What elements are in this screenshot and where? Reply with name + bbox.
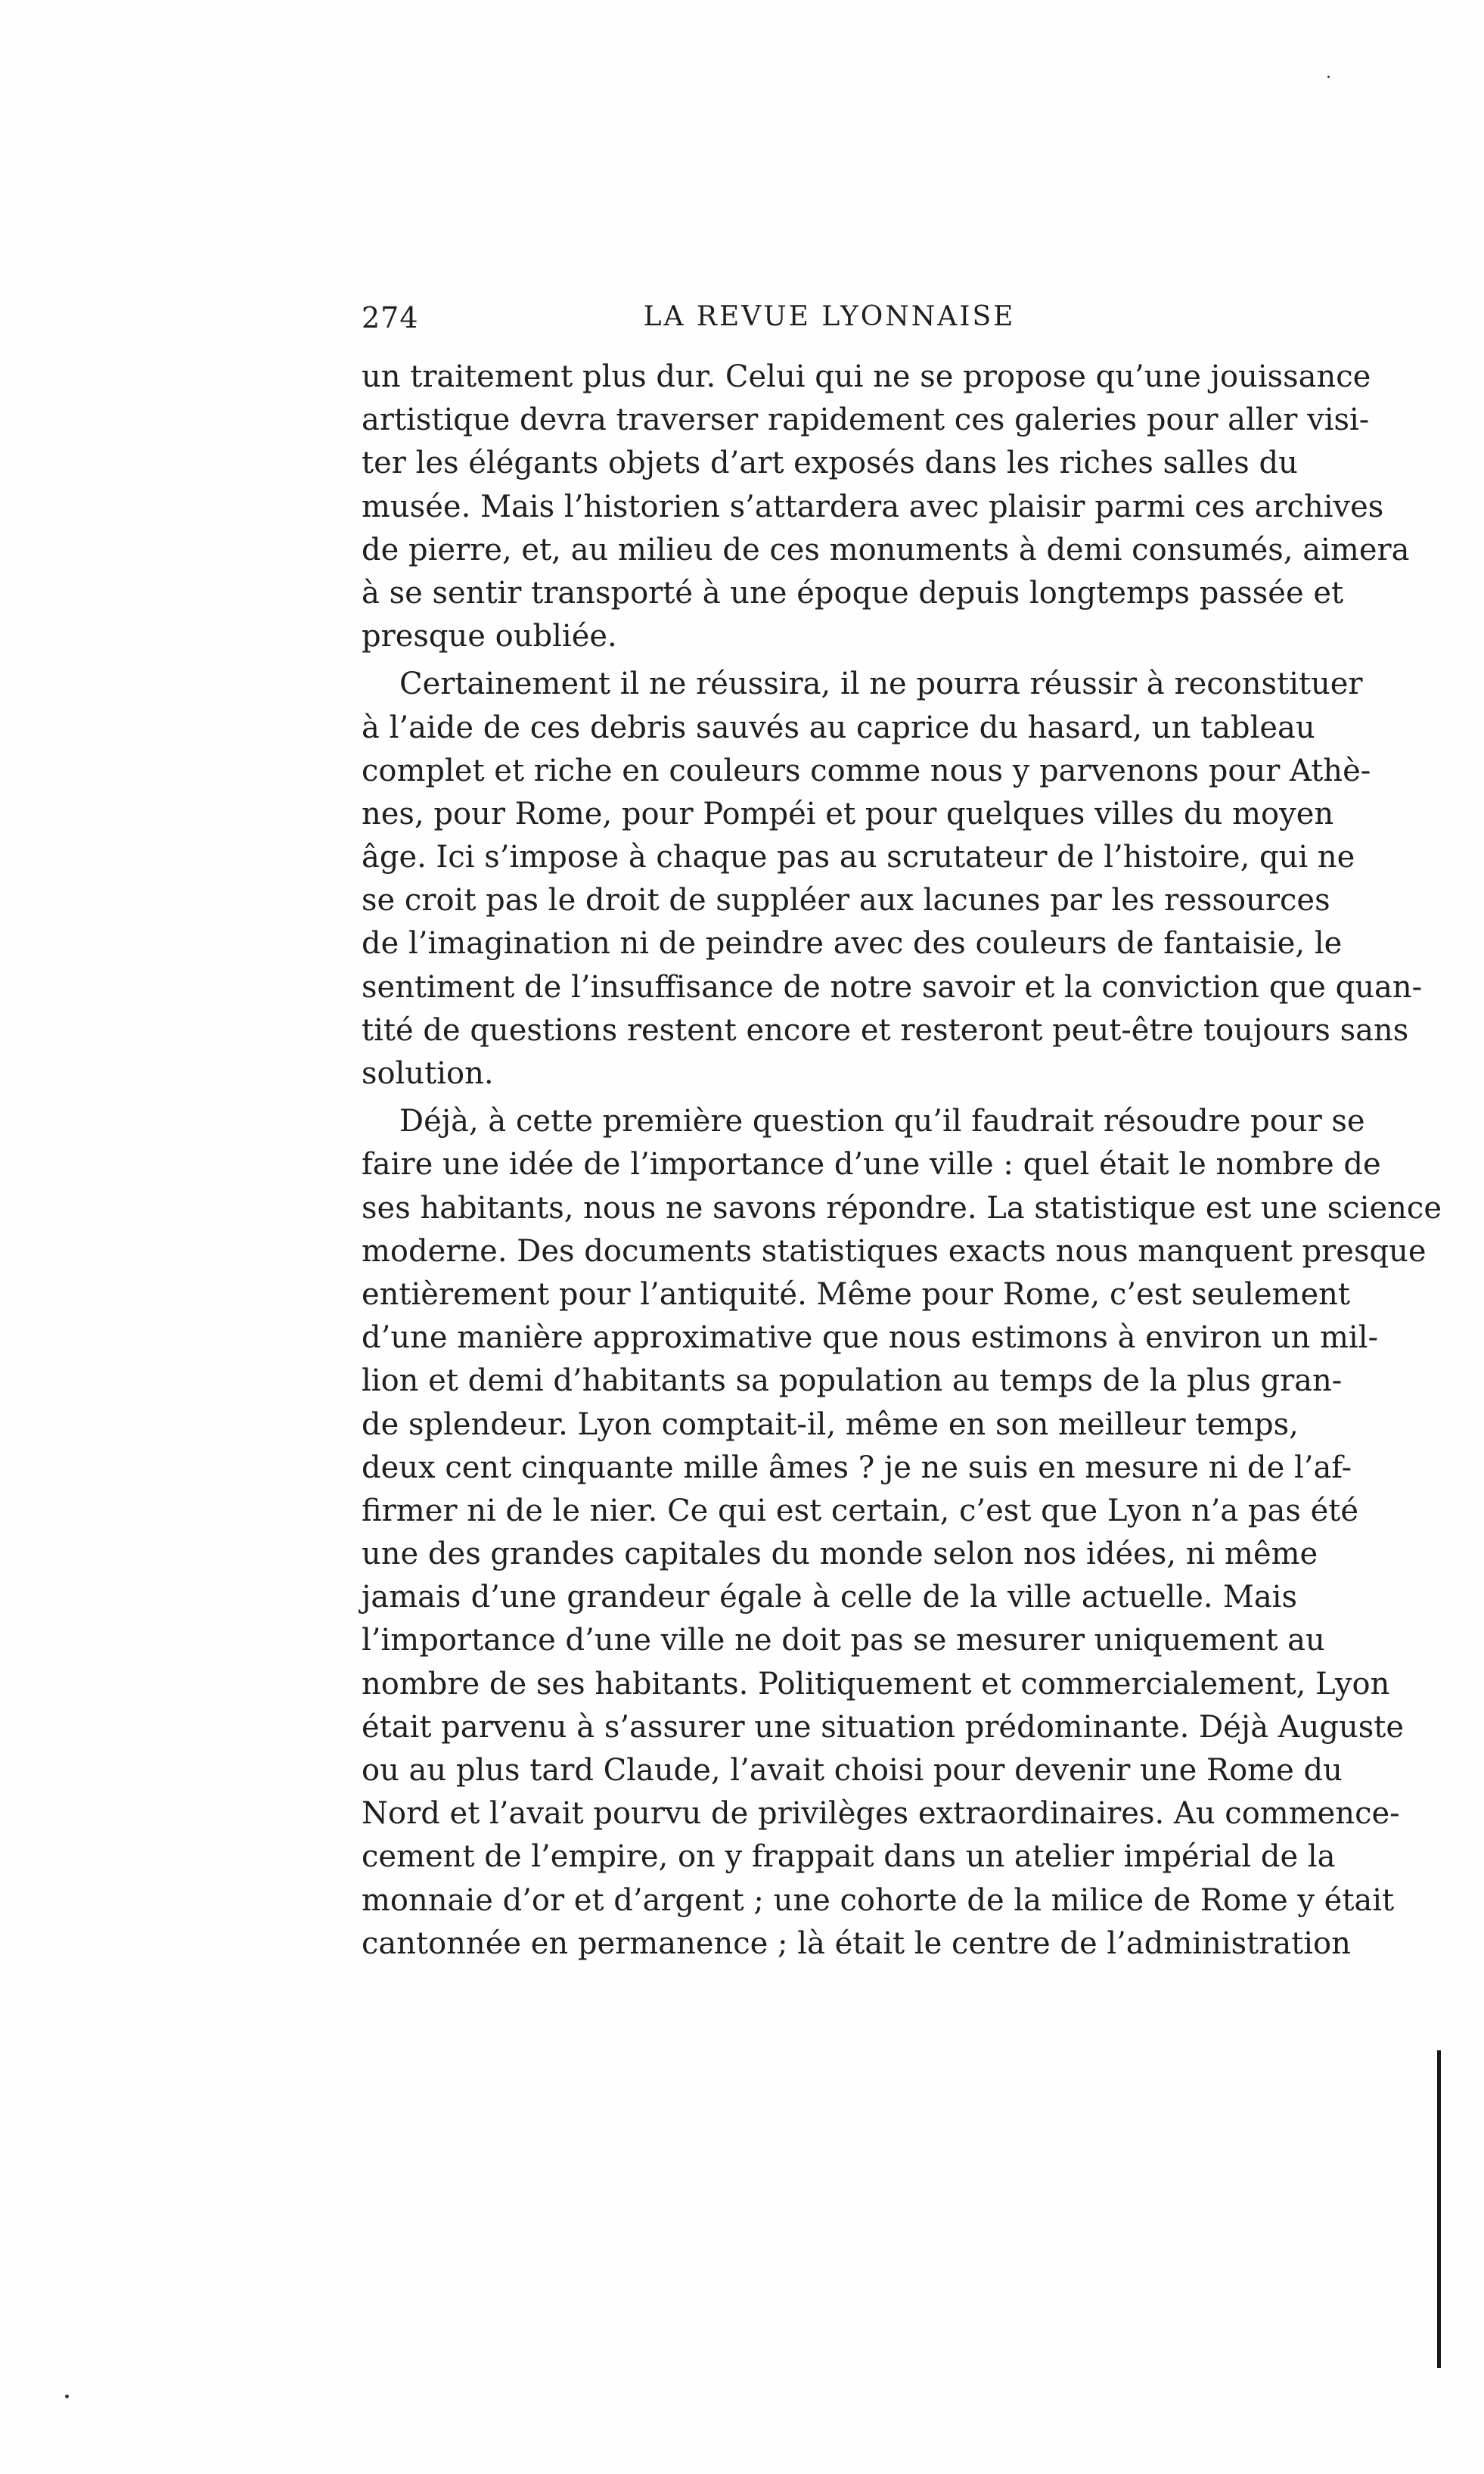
text-line: à se sentir transporté à une époque depuis longtemps passée et (362, 575, 1344, 611)
text-line: deux cent cinquante mille âmes ? je ne suis en mesure ni de l’af- (362, 1450, 1352, 1485)
text-line: jamais d’une grandeur égale à celle de la ville actuelle. Mais (362, 1580, 1297, 1615)
text-line: moderne. Des documents statistiques exacts nous manquent presque (362, 1233, 1427, 1269)
text-line: presque oubliée. (362, 619, 617, 654)
text-line: faire une idée de l’importance d’une ville : quel était le nombre de (362, 1147, 1381, 1183)
text-line: ou au plus tard Claude, l’avait choisi pour devenir une Rome du (362, 1753, 1343, 1788)
text-line: de l’imagination ni de peindre avec des couleurs de fantaisie, le (362, 926, 1343, 962)
text-line: solution. (362, 1056, 494, 1091)
text-line: un traitement plus dur. Celui qui ne se propose qu’une jouissance (362, 359, 1371, 394)
text-line: complet et riche en couleurs comme nous y parvenons pour Athè- (362, 753, 1371, 788)
running-title: LA REVUE LYONNAISE (643, 301, 1016, 332)
page-header (362, 301, 1297, 340)
text-line: une des grandes capitales du monde selon nos idées, ni même (362, 1537, 1318, 1572)
text-line: d’une manière approximative que nous estimons à environ un mil- (362, 1320, 1379, 1356)
paragraph-3 (362, 1100, 1442, 1966)
text-line: musée. Mais l’historien s’attardera avec plaisir parmi ces archives (362, 489, 1384, 524)
scan-speck (65, 2395, 69, 2398)
scan-margin-rule (1437, 2050, 1441, 2368)
page-number: 274 (362, 301, 419, 334)
text-line: tité de questions restent encore et resteront peut-être toujours sans (362, 1012, 1409, 1048)
text-line: se croit pas le droit de suppléer aux lacunes par les ressources (362, 883, 1330, 918)
text-line: nes, pour Rome, pour Pompéi et pour quelques villes du moyen (362, 796, 1334, 831)
text-line: Certainement il ne réussira, il ne pourra réussir à reconstituer (399, 667, 1363, 702)
paragraph-1 (362, 356, 1410, 658)
text-line: ses habitants, nous ne savons répondre. La statistique est une science (362, 1190, 1442, 1226)
text-line: sentiment de l’insuffisance de notre savoir et la conviction que quan- (362, 969, 1423, 1005)
text-line: l’importance d’une ville ne doit pas se mesurer uniquement au (362, 1623, 1325, 1658)
text-line: Déjà, à cette première question qu’il faudrait résoudre pour se (399, 1104, 1365, 1139)
text-line: ter les élégants objets d’art exposés dans les riches salles du (362, 446, 1298, 481)
text-line: nombre de ses habitants. Politiquement et commercialement, Lyon (362, 1666, 1390, 1702)
text-line: de pierre, et, au milieu de ces monuments à demi consumés, aimera (362, 532, 1410, 567)
text-line: lion et demi d’habitants sa population au temps de la plus gran- (362, 1363, 1343, 1399)
text-line: à l’aide de ces debris sauvés au caprice du hasard, un tableau (362, 710, 1315, 745)
text-line: cement de l’empire, on y frappait dans un atelier impérial de la (362, 1839, 1336, 1875)
text-line: était parvenu à s’assurer une situation prédominante. Déjà Auguste (362, 1709, 1405, 1745)
body-text (362, 356, 1442, 1966)
text-line: entièrement pour l’antiquité. Même pour Rome, c’est seulement (362, 1276, 1350, 1312)
scan-speck (1327, 76, 1330, 78)
text-line: âge. Ici s’impose à chaque pas au scrutateur de l’histoire, qui ne (362, 840, 1355, 875)
text-line: monnaie d’or et d’argent ; une cohorte de la milice de Rome y était (362, 1882, 1395, 1918)
paragraph-2 (362, 663, 1423, 1096)
text-line: firmer ni de le nier. Ce qui est certain, c’est que Lyon n’a pas été (362, 1493, 1359, 1528)
text-line: Nord et l’avait pourvu de privilèges extraordinaires. Au commence- (362, 1796, 1400, 1832)
text-line: de splendeur. Lyon comptait-il, même en son meilleur temps, (362, 1406, 1299, 1442)
text-line: cantonnée en permanence ; là était le centre de l’administration (362, 1925, 1351, 1961)
text-line: artistique devra traverser rapidement ces galeries pour aller visi- (362, 402, 1370, 438)
